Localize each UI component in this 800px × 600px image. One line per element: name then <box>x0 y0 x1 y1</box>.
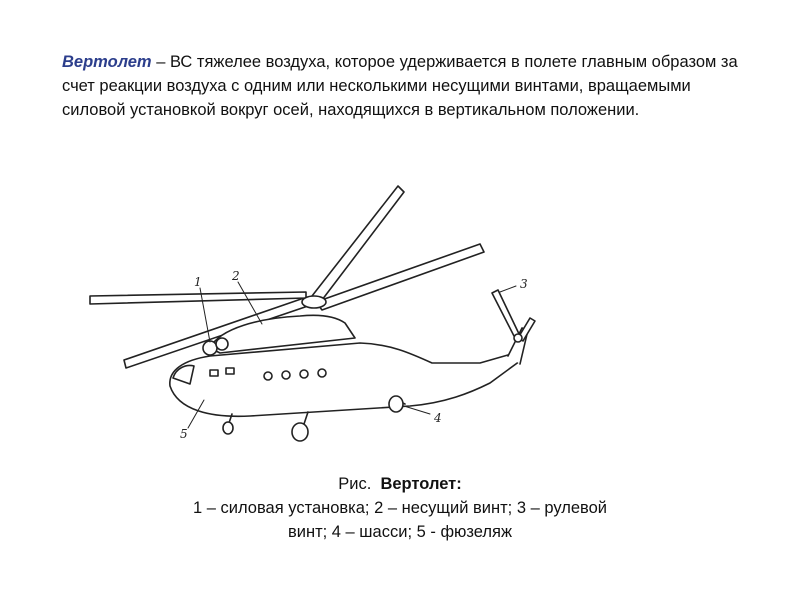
caption-prefix: Рис. <box>338 475 372 493</box>
tail-rotor-hub <box>514 334 522 342</box>
rotor-blade-4 <box>90 292 306 304</box>
tail-rotor-blade-1 <box>492 290 520 338</box>
definition-body: – ВС тяжелее воздуха, которое удерживается в полете главным образом за счет реакции воздуха с одним или несколькими несущими винтами, вращаемыми силовой установкой вокруг осей, находящихся в вертикальном положении. <box>62 53 738 119</box>
figure-label-2: 2 <box>232 269 240 283</box>
definition-term: Вертолет <box>62 53 152 71</box>
helicopter-illustration <box>60 178 560 448</box>
definition-text <box>62 50 742 122</box>
figure-label-4: 4 <box>434 411 442 425</box>
engine-intake-2 <box>216 338 228 350</box>
caption-line-2: 1 – силовая установка; 2 – несущий винт; 3 – рулевой <box>193 499 607 517</box>
caption-title-line <box>100 472 700 496</box>
rotor-blade-2 <box>316 244 484 310</box>
figure-label-3: 3 <box>520 277 528 291</box>
rotor-hub <box>302 296 326 308</box>
fuselage <box>170 343 520 416</box>
caption-title: Вертолет: <box>380 475 462 493</box>
engine-intake-1 <box>203 341 217 355</box>
figure-label-5: 5 <box>180 427 188 441</box>
caption-line-3: винт; 4 – шасси; 5 - фюзеляж <box>287 523 513 541</box>
figure-label-1: 1 <box>194 275 202 289</box>
figure-caption <box>100 472 700 544</box>
